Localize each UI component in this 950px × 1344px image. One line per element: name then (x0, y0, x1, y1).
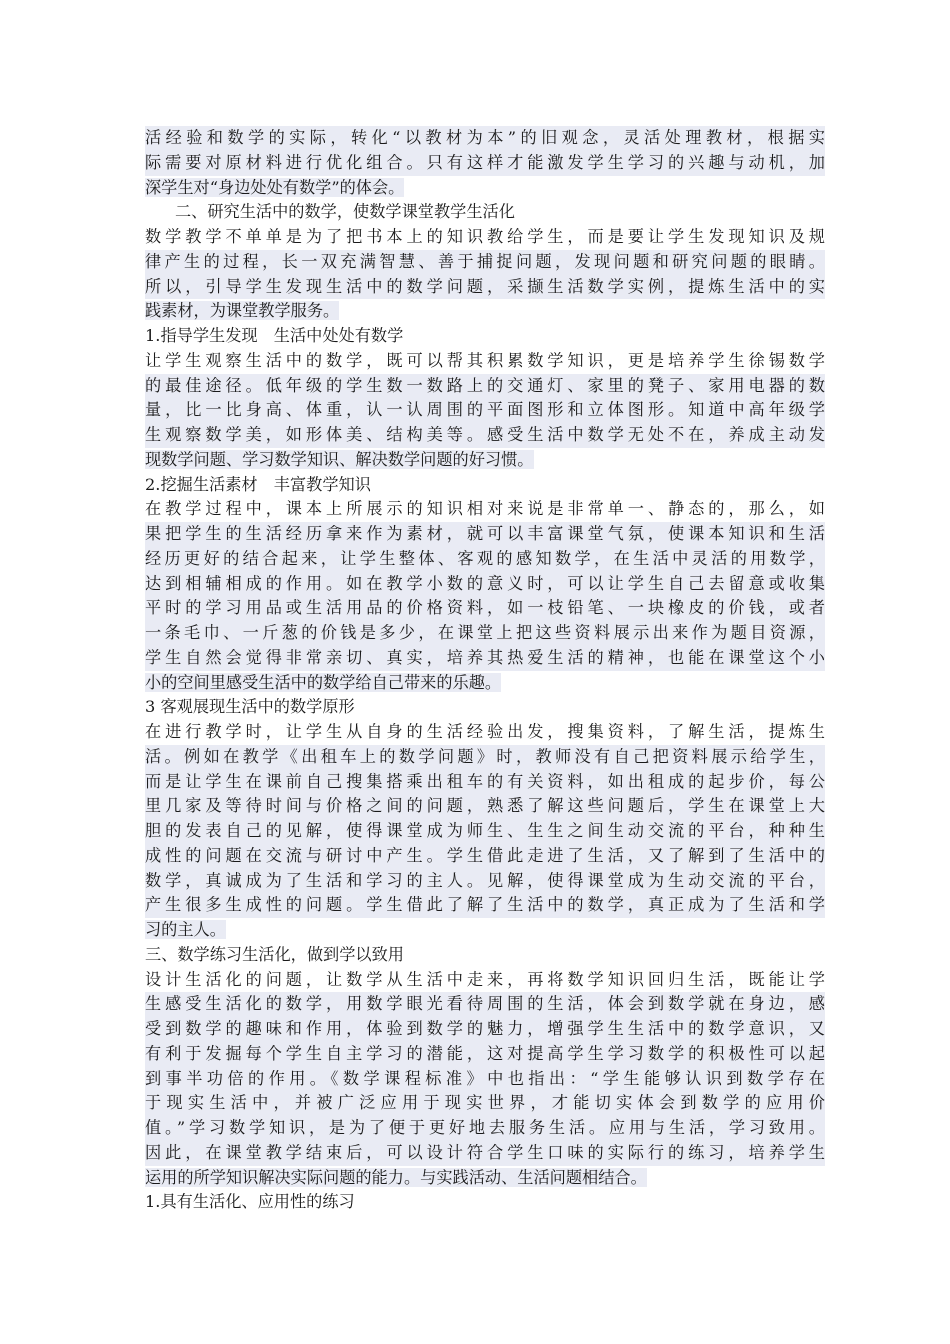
text-line-content: 生观察数学美，如形体美、结构美等。感受生活中数学无处不在，养成主动发 (145, 423, 825, 448)
text-line (145, 250, 825, 275)
text-line-content: 量，比一比身高、体重，认一认周围的平面图形和立体图形。知道中高年级学 (145, 398, 825, 423)
text-line-content: 2.挖掘生活素材 丰富教学知识 (145, 474, 371, 494)
text-line (145, 596, 825, 621)
text-line-content: 律产生的过程，长一双充满智慧、善于捕捉问题，发现问题和研究问题的眼睛。 (145, 250, 825, 275)
text-line-content: 践素材，为课堂教学服务。 (145, 301, 340, 321)
text-line (145, 448, 825, 473)
text-line-content: 3 客观展现生活中的数学原形 (145, 697, 355, 717)
text-line-content: 平时的学习用品或生活用品的价格资料，如一枝铅笔、一块橡皮的价钱，或者 (145, 596, 825, 621)
text-line (145, 572, 825, 597)
text-line-content: 有利于发掘每个学生自主学习的潜能，这对提高学生学习数学的积极性可以起 (145, 1042, 825, 1067)
text-line (145, 225, 825, 250)
text-line-content: 数学教学不单单是为了把书本上的知识教给学生，而是要让学生发现知识及规 (145, 227, 825, 246)
text-line-content: 值。”学习数学知识，是为了便于更好地去服务生活。应用与生活，学习致用。 (145, 1116, 825, 1141)
text-line (145, 349, 825, 374)
text-line-content: 经历更好的结合起来，让学生整体、客观的感知数学，在生活中灵活的用数学， (145, 547, 825, 572)
document-body (145, 126, 825, 1215)
text-line-content: 在进行教学时，让学生从自身的生活经验出发，搜集资料，了解生活，提炼生 (145, 722, 825, 741)
text-line (145, 151, 825, 176)
text-line-content: 习的主人。 (145, 920, 226, 939)
text-line (145, 522, 825, 547)
text-line (145, 869, 825, 894)
text-line (145, 794, 825, 819)
text-line-content: 活经验和数学的实际，转化“以教材为本”的旧观念，灵活处理教材，根据实 (145, 126, 825, 151)
text-line (145, 324, 825, 349)
text-line (145, 473, 825, 498)
text-line-content: 而是让学生在课前自己搜集搭乘出租车的有关资料，如出租成的起步价，每公 (145, 770, 825, 795)
text-line (145, 1141, 825, 1166)
text-line (145, 695, 825, 720)
text-line-content: 生感受生活化的数学，用数学眼光看待周围的生活，体会到数学就在身边，感 (145, 992, 825, 1017)
text-line (145, 918, 825, 943)
text-line (145, 819, 825, 844)
text-line (145, 275, 825, 300)
text-line (145, 844, 825, 869)
text-line (145, 497, 825, 522)
text-line (145, 423, 825, 448)
text-line-content: 里几家及等待时间与价格之间的问题，熟悉了解这些问题后，学生在课堂上大 (145, 794, 825, 819)
text-line-content: 成性的问题在交流与研讨中产生。学生借此走进了生活，又了解到了生活中的 (145, 844, 825, 869)
text-line-content: 受到数学的趣味和作用，体验到数学的魅力，增强学生生活中的数学意识，又 (145, 1017, 825, 1042)
text-line-content: 于现实生活中，并被广泛应用于现实世界，才能切实体会到数学的应用价 (145, 1091, 825, 1116)
text-line-content: 胆的发表自己的见解，使得课堂成为师生、生生之间生动交流的平台，种种生 (145, 819, 825, 844)
text-line (145, 720, 825, 745)
text-line-content: 小的空间里感受生活中的数学给自己带来的乐趣。 (145, 672, 502, 692)
text-line-content: 果把学生的生活经历拿来作为素材，就可以丰富课堂气氛，使课本知识和生活 (145, 522, 825, 547)
text-line-content: 三、数学练习生活化，做到学以致用 (145, 944, 404, 964)
text-line-content: 产生很多生成性的问题。学生借此了解了生活中的数学，真正成为了生活和学 (145, 893, 825, 918)
text-line (145, 1067, 825, 1092)
text-line-content: 在教学过程中，课本上所展示的知识相对来说是非常单一、静态的，那么，如 (145, 499, 825, 519)
text-line-content: 到事半功倍的作用。《数学课程标准》中也指出：“学生能够认识到数学存在 (145, 1067, 825, 1092)
text-line (145, 299, 825, 324)
text-line (145, 770, 825, 795)
text-line-content: 设计生活化的问题，让数学从生活中走来，再将数学知识回归生活，既能让学 (145, 969, 825, 989)
text-line (145, 671, 825, 696)
text-line-content: 深学生对“身边处处有数学”的体会。 (145, 177, 405, 197)
text-line-content: 一条毛巾、一斤葱的价钱是多少，在课堂上把这些资料展示出来作为题目资源， (145, 621, 825, 646)
text-line-content: 二、研究生活中的数学，使数学课堂教学生活化 (175, 202, 515, 222)
text-line (145, 1116, 825, 1141)
text-line (145, 621, 825, 646)
text-line-content: 运用的所学知识解决实际问题的能力。与实践活动、生活问题相结合。 (145, 1167, 647, 1187)
text-line-content: 1.指导学生发现 生活中处处有数学 (145, 326, 404, 345)
text-line (145, 968, 825, 993)
text-line (145, 992, 825, 1017)
text-line (145, 943, 825, 968)
text-line-content: 数学，真诚成为了生活和学习的主人。见解，使得课堂成为生动交流的平台， (145, 869, 825, 894)
text-line-content: 现数学问题、学习数学知识、解决数学问题的好习惯。 (145, 449, 534, 469)
text-line (145, 176, 825, 201)
text-line-content: 达到相辅相成的作用。如在教学小数的意义时，可以让学生自己去留意或收集 (145, 572, 825, 597)
text-line (145, 1017, 825, 1042)
text-line-content: 因此，在课堂教学结束后，可以设计符合学生口味的实际行的练习，培养学生 (145, 1141, 825, 1166)
text-line-content: 1.具有生活化、应用性的练习 (145, 1192, 355, 1212)
text-line (145, 547, 825, 572)
text-line-content: 的最佳途径。低年级的学生数一数路上的交通灯、家里的凳子、家用电器的数 (145, 374, 825, 399)
text-line-content: 让学生观察生活中的数学，既可以帮其积累数学知识，更是培养学生徐锡数学 (145, 350, 825, 370)
text-line (145, 374, 825, 399)
text-line (145, 126, 825, 151)
text-line-content: 学生自然会觉得非常亲切、真实，培养其热爱生活的精神，也能在课堂这个小 (145, 646, 825, 671)
text-line (145, 745, 825, 770)
text-line (145, 1042, 825, 1067)
text-line (145, 646, 825, 671)
text-line (145, 1091, 825, 1116)
text-line (145, 1166, 825, 1191)
text-line-content: 际需要对原材料进行优化组合。只有这样才能激发学生学习的兴趣与动机，加 (145, 151, 825, 176)
text-line (145, 1190, 825, 1215)
text-line (145, 398, 825, 423)
text-line (145, 200, 825, 225)
text-line-content: 所以，引导学生发现生活中的数学问题，采撷生活数学实例，提炼生活中的实 (145, 275, 825, 300)
text-line-content: 活。例如在教学《出租车上的数学问题》时，教师没有自己把资料展示给学生， (145, 745, 825, 770)
text-line (145, 893, 825, 918)
